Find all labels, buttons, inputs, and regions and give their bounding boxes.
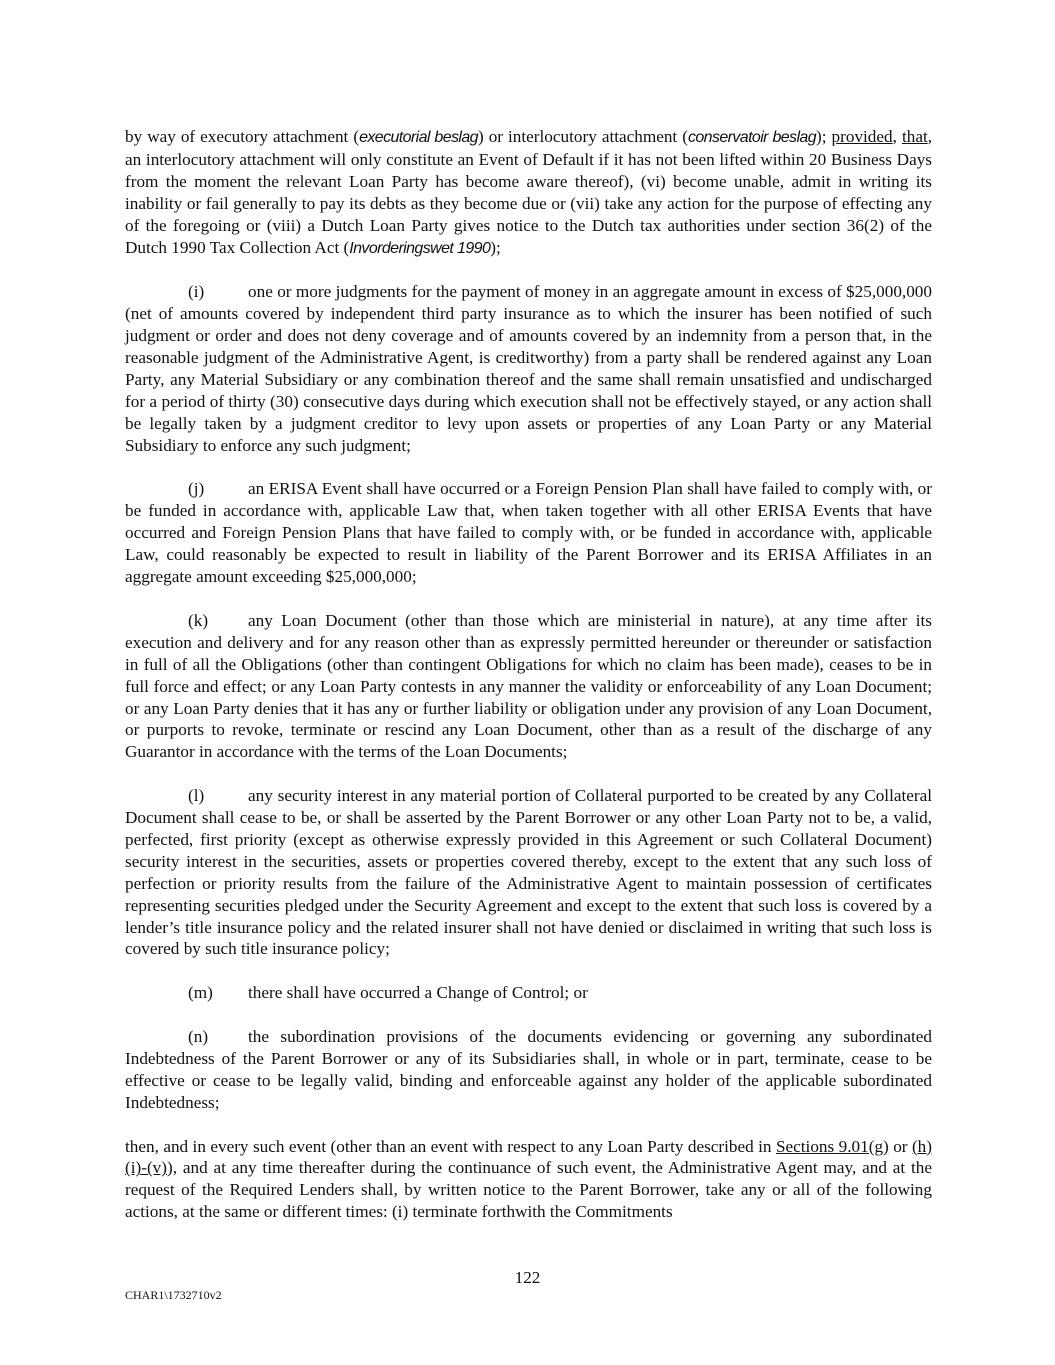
clause-label: (m) (188, 983, 213, 1003)
clause-k (125, 610, 932, 763)
defined-term: Invorderingswet 1990 (349, 239, 491, 257)
clause-label: (j) (188, 479, 205, 499)
clause-j (125, 478, 932, 588)
clause-m (125, 982, 932, 1004)
clause-text: any security interest in any material portion of Collateral purported to be created by any Collateral Document shall cease to be, or shall be asserted by the Parent Borrower or any other Loan Party not to be, a valid, perfected, first priority (except as otherwise expressly provided in this Agreement or such Collateral Document) security interest in the securities, assets or properties covered thereby, except to the extent that any such loss of perfection or priority results from the failure of the Administrative Agent to maintain possession of certificates representing securities pledged under the Security Agreement and except to the extent that such loss is covered by a lender’s title insurance policy and the related insurer shall not have denied or disclaimed in writing that such loss is covered by such title insurance policy; (125, 786, 932, 959)
clause-label: (i) (188, 282, 205, 302)
section-reference: (h)(i)-(v) (125, 1136, 932, 1178)
document-id: CHAR1\1732710v2 (125, 1288, 222, 1302)
document-body (125, 126, 932, 1245)
continuation-paragraph: by way of executory attachment (executorial beslag) or interlocutory attachment (conservatoir beslag); provided, that, an interlocutory attachment will only constitute an Event of Default if it has not been lifted within 20 Business Days from the moment the relevant Loan Party has become aware thereof), (vi) become unable, admit in writing its inability or fail generally to pay its debts as they become due or (vii) take any action for the purpose of effecting any of the foregoing or (viii) a Dutch Loan Party gives notice to the Dutch tax authorities under section 36(2) of the Dutch 1990 Tax Collection Act (Invorderingswet 1990); (125, 127, 933, 257)
clause-n (125, 1026, 932, 1114)
closing-paragraph: then, and in every such event (other than an event with respect to any Loan Party described in Sections 9.01(g) or (h)(i)-(v)), and at any time thereafter during the continuance of such event, the Administrative Agent may, and at the request of the Required Lenders shall, by written notice to the Parent Borrower, take any or all of the following actions, at the same or different times: (i) terminate forthwith the Commitments (125, 1136, 932, 1222)
clause-l (125, 785, 932, 960)
clause-text: an ERISA Event shall have occurred or a Foreign Pension Plan shall have failed to comply with, or be funded in accordance with, applicable Law that, when taken together with all other ERISA Events that have occurred and Foreign Pension Plans that have failed to comply with, or be funded in accordance with, applicable Law, could reasonably be expected to result in liability of the Parent Borrower and its ERISA Affiliates in an aggregate amount exceeding $25,000,000; (125, 479, 932, 587)
page-number: 122 (514, 1268, 541, 1287)
underlined-term: that (901, 127, 928, 146)
underlined-term: provided (831, 127, 893, 146)
section-reference: Sections 9.01(g) (775, 1136, 889, 1156)
clause-label: (k) (188, 610, 209, 630)
clause-label: (n) (188, 1027, 209, 1047)
clause-text: the subordination provisions of the documents evidencing or governing any subordinated Indebtedness of the Parent Borrower or any of its Subsidiaries shall, in whole or in part, terminate, cease to be effective or cease to be legally valid, binding and enforceable against any holder of the applicable subordinated Indebtedness; (125, 1027, 932, 1112)
clause-text: one or more judgments for the payment of money in an aggregate amount in excess of $25,000,000 (net of amounts covered by independent third party insurance as to which the insurer has been notified of such judgment or order and does not deny coverage and of amounts covered by an indemnity from a person that, in the reasonable judgment of the Administrative Agent, is creditworthy) from a party shall be rendered against any Loan Party, any Material Subsidiary or any combination thereof and the same shall remain unsatisfied and undischarged for a period of thirty (30) consecutive days during which execution shall not be effectively stayed, or any action shall be legally taken by a judgment creditor to levy upon assets or properties of any Loan Party or any Material Subsidiary to enforce any such judgment; (125, 282, 932, 455)
defined-term: executorial beslag (359, 129, 478, 146)
clause-i (125, 281, 932, 456)
clause-label: (l) (188, 786, 205, 806)
clause-text: there shall have occurred a Change of Control; or (248, 983, 588, 1003)
defined-term: conservatoir beslag (687, 129, 817, 146)
clause-text: any Loan Document (other than those which are ministerial in nature), at any time after its execution and delivery and for any reason other than as expressly permitted hereunder or thereunder or satisfaction in full of all the Obligations (other than contingent Obligations for which no claim has been made), ceases to be in full force and effect; or any Loan Party contests in any manner the validity or enforceability of any Loan Document; or any Loan Party denies that it has any or further liability or obligation under any provision of any Loan Document, or purports to revoke, terminate or rescind any Loan Document, other than as a result of the discharge of any Guarantor in accordance with the terms of the Loan Documents; (125, 610, 932, 762)
